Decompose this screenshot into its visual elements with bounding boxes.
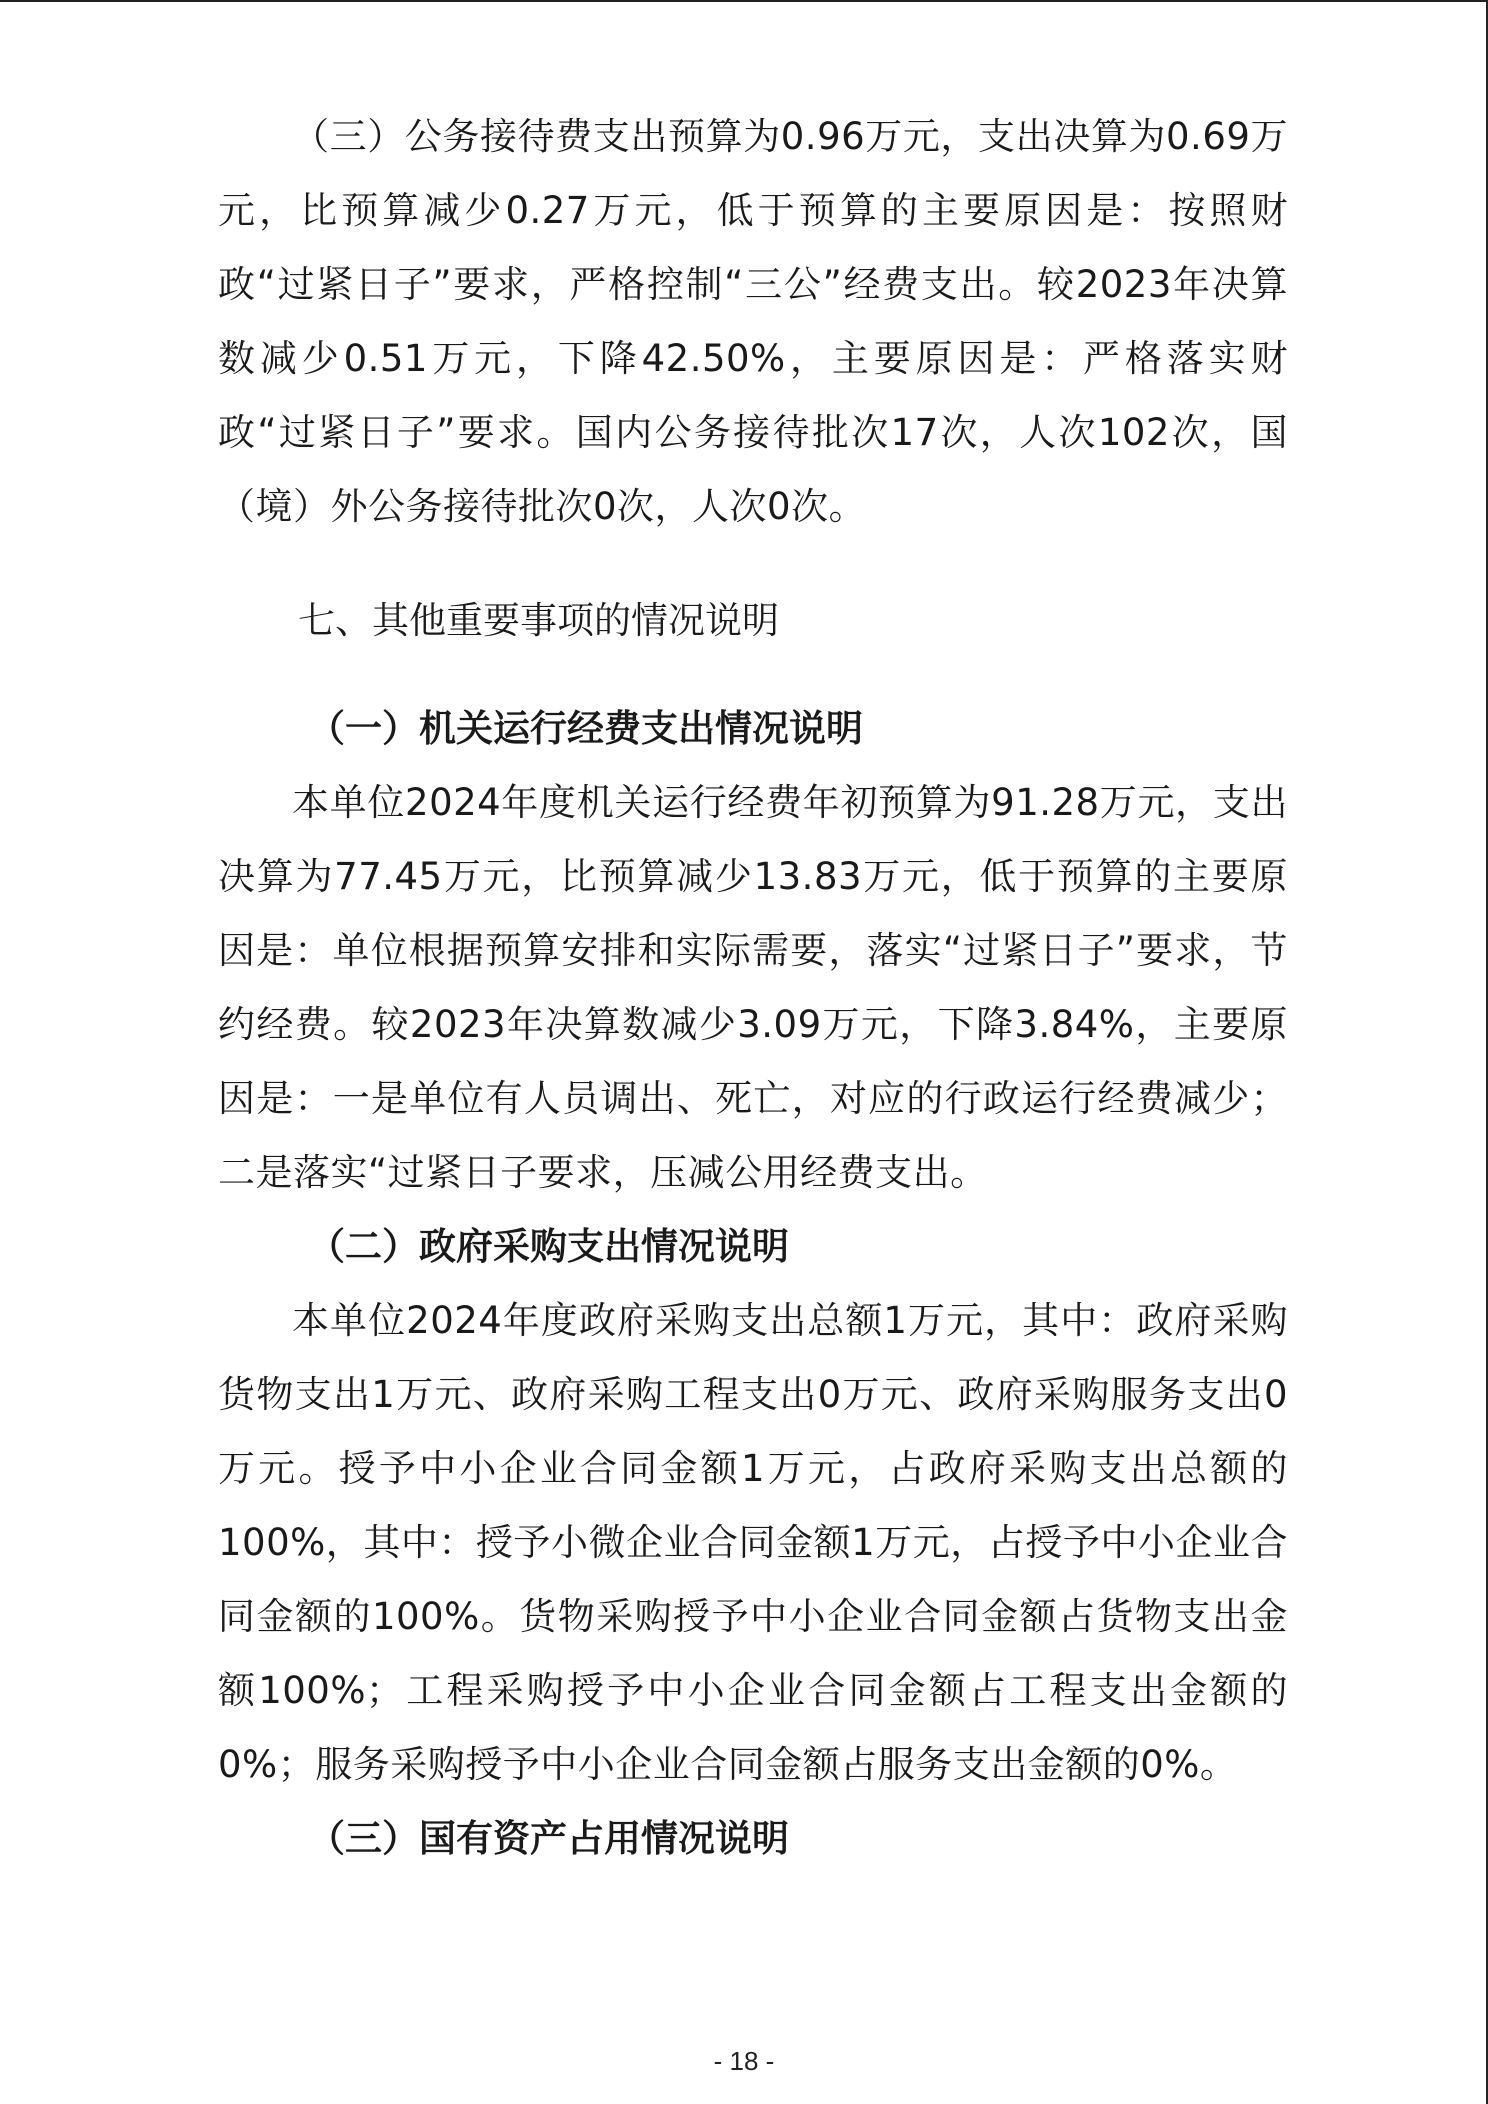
paragraph-reception-expenses: （三）公务接待费支出预算为0.96万元，支出决算为0.69万元，比预算减少0.27万元，低于预算的主要原因是：按照财政“过紧日子”要求，严格控制“三公”经费支出。较2023年决算数减少0.51万元，下降42.50%，主要原因是：严格落实财政“过紧日子”要求。国内公务接待批次17次，人次102次，国（境）外公务接待批次0次，人次0次。 bbox=[218, 115, 1288, 528]
document-page bbox=[218, 100, 1288, 1876]
spacer bbox=[218, 658, 1288, 692]
heading-government-procurement: （二）政府采购支出情况说明 bbox=[308, 1225, 789, 1268]
heading-office-operating-expenses: （一）机关运行经费支出情况说明 bbox=[308, 707, 863, 750]
top-border-line bbox=[0, 0, 1488, 2]
paragraph-government-procurement: 本单位2024年度政府采购支出总额1万元，其中：政府采购货物支出1万元、政府采购工程支出0万元、政府采购服务支出0万元。授予中小企业合同金额1万元，占政府采购支出总额的100%，其中：授予小微企业合同金额1万元，占授予中小企业合同金额的100%。货物采购授予中小企业合同金额占货物支出金额100%；工程采购授予中小企业合同金额占工程支出金额的0%；服务采购授予中小企业合同金额占服务支出金额的0%。 bbox=[218, 1299, 1288, 1786]
section-heading-other-matters: 七、其他重要事项的情况说明 bbox=[298, 599, 779, 642]
spacer bbox=[218, 544, 1288, 584]
heading-state-assets: （三）国有资产占用情况说明 bbox=[308, 1817, 789, 1860]
paragraph-office-operating-expenses: 本单位2024年度机关运行经费年初预算为91.28万元，支出决算为77.45万元，比预算减少13.83万元，低于预算的主要原因是：单位根据预算安排和实际需要，落实“过紧日子”要求，节约经费。较2023年决算数减少3.09万元，下降3.84%，主要原因是：一是单位有人员调出、死亡，对应的行政运行经费减少；二是落实“过紧日子要求，压减公用经费支出。 bbox=[218, 781, 1288, 1194]
page-number: - 18 - bbox=[713, 2046, 775, 2076]
